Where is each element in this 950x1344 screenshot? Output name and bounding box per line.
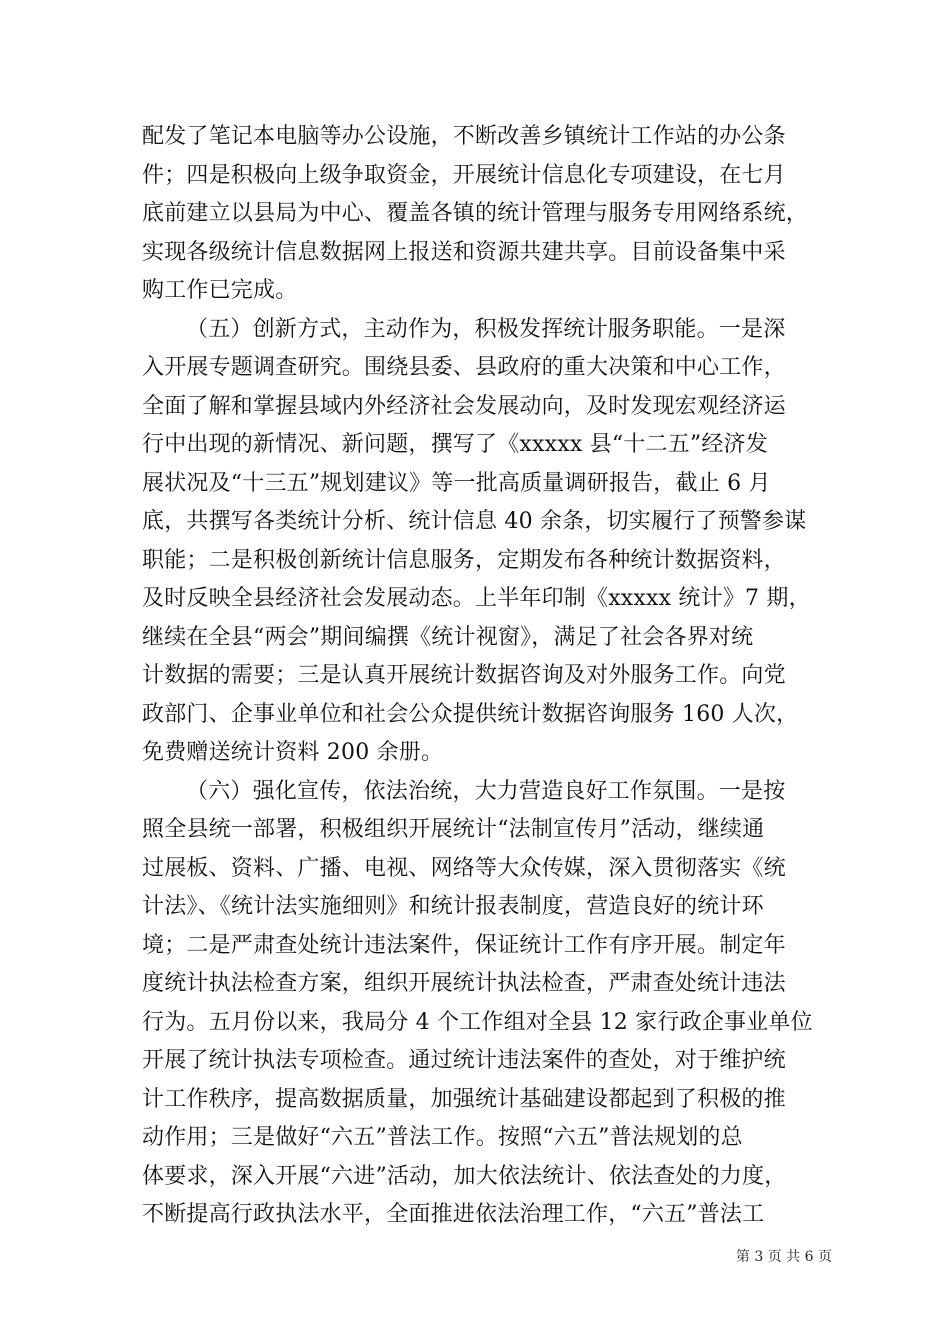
text-line: 境；二是严肃查处统计违法案件，保证统计工作有序开展。制定年 [142, 932, 786, 958]
text-line: 度统计执法检查方案，组织开展统计执法检查，严肃查处统计违法 [142, 971, 786, 996]
text-line: 计数据的需要；三是认真开展统计数据咨询及对外服务工作。向党 [142, 663, 786, 688]
paragraph-heading-line: （五）创新方式，主动作为，积极发挥统计服务职能。一是深 [186, 316, 786, 342]
text-line: 底，共撰写各类统计分析、统计信息 40 余条，切实履行了预警参谋 [142, 509, 807, 534]
paragraph-heading-line: （六）强化宣传，依法治统，大力营造良好工作氛围。一是按 [186, 778, 786, 804]
text-line: 入开展专题调查研究。围绕县委、县政府的重大决策和中心工作， [142, 355, 786, 380]
text-line: 继续在全县“两会”期间编撰《统计视窗》，满足了社会各界对统 [142, 624, 754, 650]
text-line: 底前建立以县局为中心、覆盖各镇的统计管理与服务专用网络系统， [142, 201, 809, 226]
text-line: 行为。五月份以来，我局分 4 个工作组对全县 12 家行政企事业单位 [142, 1009, 813, 1035]
text-line: 过展板、资料、广播、电视、网络等大众传媒，深入贯彻落实《统 [142, 855, 786, 881]
text-line: 件；四是积极向上级争取资金，开展统计信息化专项建设，在七月 [142, 162, 786, 188]
text-line: 配发了笔记本电脑等办公设施，不断改善乡镇统计工作站的办公条 [142, 124, 786, 149]
text-line: 计法》、《统计法实施细则》和统计报表制度，营造良好的统计环 [142, 894, 764, 919]
text-line: 免费赠送统计资料 200 余册。 [142, 740, 444, 765]
text-line: 行中出现的新情况、新问题，撰写了《xxxxx 县“十二五”经济发 [142, 432, 768, 457]
text-line: 计工作秩序，提高数据质量，加强统计基础建设都起到了积极的推 [142, 1086, 786, 1112]
text-line: 政部门、企事业单位和社会公众提供统计数据咨询服务 160 人次， [142, 701, 799, 727]
text-line: 职能；二是积极创新统计信息服务，定期发布各种统计数据资料， [142, 547, 786, 573]
text-line: 开展了统计执法专项检查。通过统计违法案件的查处，对于维护统 [142, 1048, 786, 1073]
text-line: 及时反映全县经济社会发展动态。上半年印制《xxxxx 统计》7 期， [142, 586, 811, 611]
text-line: 照全县统一部署，积极组织开展统计“法制宣传月”活动，继续通 [142, 817, 765, 842]
text-line: 全面了解和掌握县域内外经济社会发展动向，及时发现宏观经济运 [142, 393, 786, 419]
text-line: 动作用；三是做好“六五”普法工作。按照“六五”普法规划的总 [142, 1125, 743, 1150]
text-line: 体要求，深入开展“六进”活动，加大依法统计、依法查处的力度， [142, 1163, 787, 1189]
page-number-footer: 第 3 页 共 6 页 [735, 1249, 832, 1265]
text-line: 展状况及“十三五”规划建议》等一批高质量调研报告，截止 6 月 [142, 470, 771, 496]
document-body [142, 118, 812, 1235]
text-line: 购工作已完成。 [142, 278, 298, 303]
text-line: 不断提高行政执法水平，全面推进依法治理工作，“六五”普法工 [142, 1202, 765, 1227]
text-line: 实现各级统计信息数据网上报送和资源共建共享。目前设备集中采 [142, 239, 786, 265]
